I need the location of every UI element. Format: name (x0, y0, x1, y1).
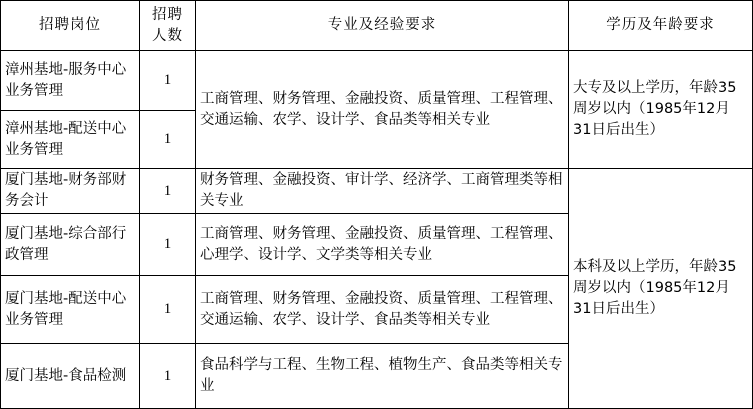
count-cell: 1 (140, 214, 196, 276)
position-cell: 厦门基地-综合部行政管理 (1, 214, 140, 276)
header-position: 招聘岗位 (1, 1, 140, 51)
requirements-cell: 食品科学与工程、生物工程、植物生产、食品类等相关专业 (196, 344, 569, 409)
table-row (1, 51, 753, 111)
requirements-cell: 工商管理、财务管理、金融投资、质量管理、工程管理、交通运输、农学、设计学、食品类等相关专业 (196, 276, 569, 344)
header-education: 学历及年龄要求 (569, 1, 753, 51)
header-count-line1: 招聘 (152, 6, 183, 23)
count-cell: 1 (140, 111, 196, 169)
requirements-cell: 财务管理、金融投资、审计学、经济学、工商管理类等相关专业 (196, 169, 569, 214)
count-cell: 1 (140, 344, 196, 409)
position-cell: 漳州基地-服务中心业务管理 (1, 51, 140, 111)
requirements-cell: 工商管理、财务管理、金融投资、质量管理、工程管理、心理学、设计学、文学类等相关专业 (196, 214, 569, 276)
position-cell: 漳州基地-配送中心业务管理 (1, 111, 140, 169)
header-count (140, 1, 196, 51)
header-count-line2: 人数 (152, 27, 183, 44)
requirements-cell: 工商管理、财务管理、金融投资、质量管理、工程管理、交通运输、农学、设计学、食品类等相关专业 (196, 51, 569, 169)
education-cell: 大专及以上学历，年龄35周岁以内（1985年12月31日后出生） (569, 51, 753, 169)
table-row (1, 169, 753, 214)
position-cell: 厦门基地-财务部财务会计 (1, 169, 140, 214)
header-requirements: 专业及经验要求 (196, 1, 569, 51)
position-cell: 厦门基地-配送中心业务管理 (1, 276, 140, 344)
count-cell: 1 (140, 276, 196, 344)
header-row (1, 1, 753, 51)
education-cell: 本科及以上学历，年龄35周岁以内（1985年12月31日后出生） (569, 169, 753, 409)
count-cell: 1 (140, 169, 196, 214)
position-cell: 厦门基地-食品检测 (1, 344, 140, 409)
count-cell: 1 (140, 51, 196, 111)
